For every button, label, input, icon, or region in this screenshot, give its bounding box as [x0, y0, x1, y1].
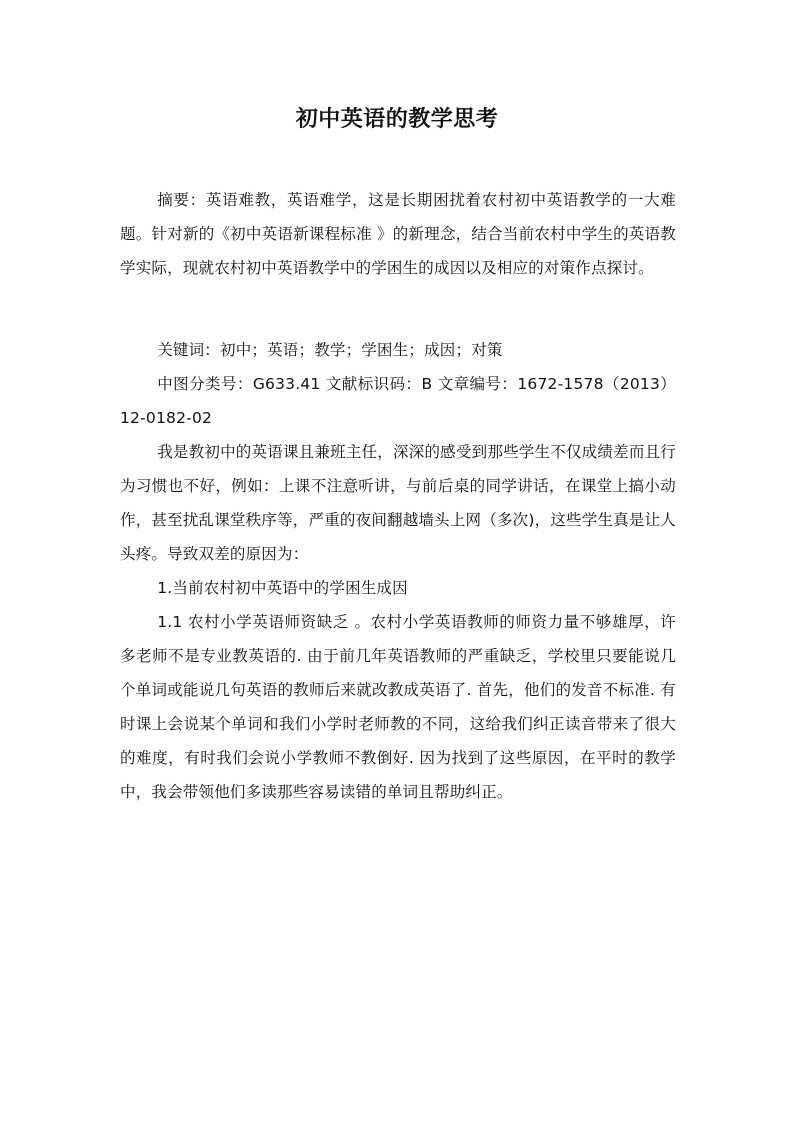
section-1-1-paragraph: 1.1 农村小学英语师资缺乏 。农村小学英语教师的师资力量不够雄厚，许多老师不是专业教英语的. 由于前几年英语教师的严重缺乏，学校里只要能说几个单词或能说几句英语的教师后来就改教成英语了. 首先，他们的发音不标准. 有时课上会说某个单词和我们小学时老师教的不同，这给我们纠正读音带来了很大的难度，有时我们会说小学教师不教倒好. 因为找到了这些原因，在平时的教学中，我会带领他们多读那些容易读错的单词且帮助纠正。 [120, 613, 676, 801]
abstract-paragraph: 摘要：英语难教，英语难学，这是长期困扰着农村初中英语教学的一大难题。针对新的《初中英语新课程标准 》的新理念，结合当前农村中学生的英语教学实际，现就农村初中英语教学中的学困生的成因以及相应的对策作点探讨。 [120, 191, 676, 277]
document-body [120, 183, 676, 809]
paragraph-gap [120, 285, 676, 333]
keywords-line: 关键词：初中；英语；教学；学困生；成因；对策 [157, 341, 503, 359]
intro-paragraph: 我是教初中的英语课且兼班主任，深深的感受到那些学生不仅成绩差而且行为习惯也不好，例如：上课不注意听讲，与前后桌的同学讲话，在课堂上搞小动作，甚至扰乱课堂秩序等，严重的夜间翻越墙头上网（多次)，这些学生真是让人头疼。导致双差的原因为： [120, 443, 676, 563]
classification-line: 中图分类号：G633.41 文献标识码：B 文章编号：1672-1578（2013）12-0182-02 [120, 375, 676, 427]
document-title: 初中英语的教学思考 [295, 107, 499, 132]
section-heading: 1.当前农村初中英语中的学困生成因 [157, 579, 408, 597]
